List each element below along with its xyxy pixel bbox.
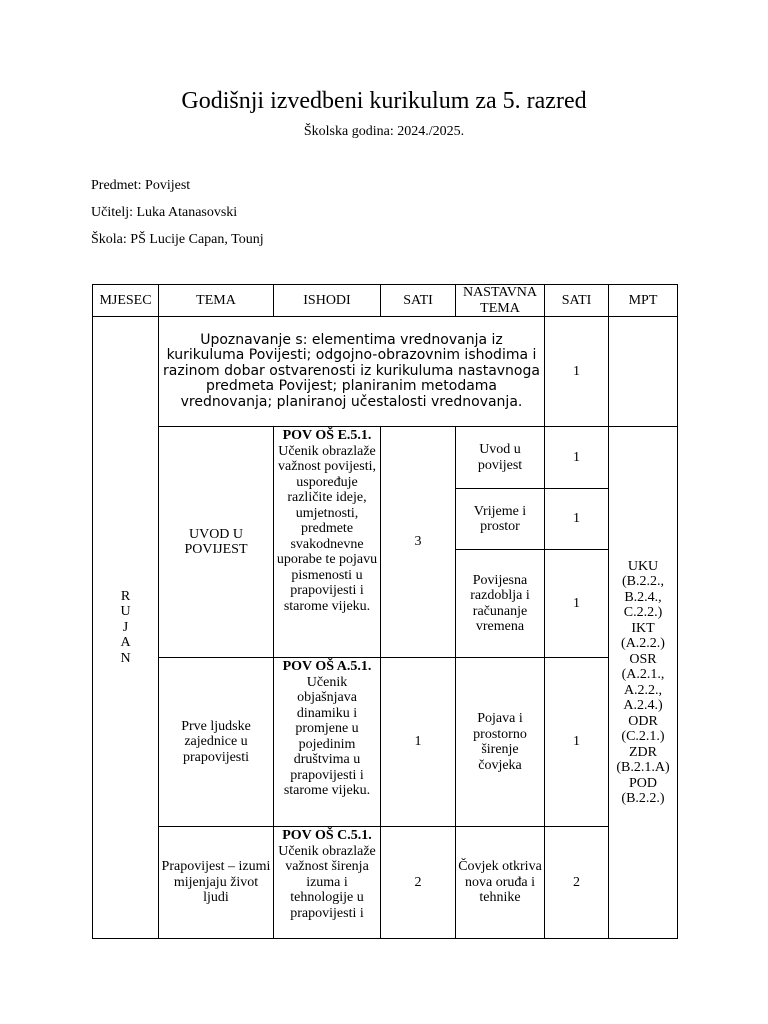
intro-hours: 1 — [545, 317, 609, 427]
topic-cell: Povijesna razdoblja i računanje vremena — [456, 550, 545, 658]
month-cell — [93, 317, 159, 939]
school-year: Školska godina: 2024./2025. — [303, 124, 465, 139]
sati-cell: 1 — [381, 658, 456, 827]
header-cell: TEMA — [159, 285, 274, 317]
table-row — [93, 427, 678, 489]
ishod-code: POV OŠ E.5.1. — [282, 428, 372, 443]
header-cell: NASTAVNA TEMA — [456, 285, 545, 317]
subject-line: Predmet: Povijest — [91, 178, 191, 193]
topic-cell: Uvod u povijest — [456, 427, 545, 489]
topic-hours: 1 — [545, 550, 609, 658]
header-cell: ISHODI — [274, 285, 381, 317]
month-letter: J — [122, 619, 129, 635]
month-letter: A — [120, 635, 131, 651]
month-letter: N — [120, 650, 131, 666]
school-line: Škola: PŠ Lucije Capan, Tounj — [91, 232, 264, 247]
header-cell: SATI — [381, 285, 456, 317]
ishodi-cell — [274, 658, 381, 827]
topic-cell: Pojava i prostorno širenje čovjeka — [456, 658, 545, 827]
ishodi-cell — [274, 427, 381, 658]
ishod-text: Učenik obrazlaže važnost povijesti, uspoređuje različite ideje, umjetnosti, predmete svakodnevne uporabe te pojavu pismenosti u prapovijesti i starome vijeku. — [276, 443, 378, 614]
month-letter: R — [120, 588, 131, 604]
topic-cell: Vrijeme i prostor — [456, 489, 545, 550]
teacher-line: Učitelj: Luka Atanasovski — [91, 205, 238, 220]
tema-cell: UVOD U POVIJEST — [159, 427, 274, 658]
ishod-code: POV OŠ A.5.1. — [282, 659, 372, 674]
mpt-empty-cell — [609, 317, 678, 427]
ishod-text: Učenik objašnjava dinamiku i promjene u pojedinim društvima u prapovijesti i starome vijeku. — [283, 674, 371, 798]
sati-cell: 2 — [381, 827, 456, 939]
mpt-cell: UKU (B.2.2., B.2.4., C.2.2.) IKT (A.2.2.) OSR (A.2.1., A.2.2., A.2.4.) ODR (C.2.1.) ZDR (B.2.1.A) POD (B.2.2.) — [609, 427, 678, 939]
table-row — [93, 317, 678, 427]
table-row — [93, 658, 678, 827]
table-row — [93, 827, 678, 939]
table-header-row — [93, 285, 678, 317]
header-cell: MPT — [609, 285, 678, 317]
header-cell: SATI — [545, 285, 609, 317]
topic-cell: Čovjek otkriva nova oruđa i tehnike — [456, 827, 545, 939]
ishodi-cell — [274, 827, 381, 939]
document-title: Godišnji izvedbeni kurikulum za 5. razred — [181, 88, 587, 114]
curriculum-table — [92, 284, 678, 939]
tema-cell: Prve ljudske zajednice u prapovijesti — [159, 658, 274, 827]
topic-hours: 1 — [545, 427, 609, 489]
intro-text: Upoznavanje s: elementima vrednovanja iz kurikuluma Povijesti; odgojno-obrazovnim ishodima i razinom dobar ostvarenosti iz kurikuluma nastavnoga predmeta Povijest; planiranim metodama vrednovanja; planiranoj učestalosti vrednovanja. — [159, 317, 545, 427]
topic-hours: 2 — [545, 827, 609, 939]
ishod-text: Učenik obrazlaže važnost širenja izuma i tehnologije u prapovijesti i — [278, 843, 376, 921]
month-letter: U — [120, 604, 131, 620]
header-cell: MJESEC — [93, 285, 159, 317]
tema-cell: Prapovijest – izumi mijenjaju život ljudi — [159, 827, 274, 939]
ishod-code: POV OŠ C.5.1. — [282, 828, 372, 843]
topic-hours: 1 — [545, 489, 609, 550]
topic-hours: 1 — [545, 658, 609, 827]
sati-cell: 3 — [381, 427, 456, 658]
